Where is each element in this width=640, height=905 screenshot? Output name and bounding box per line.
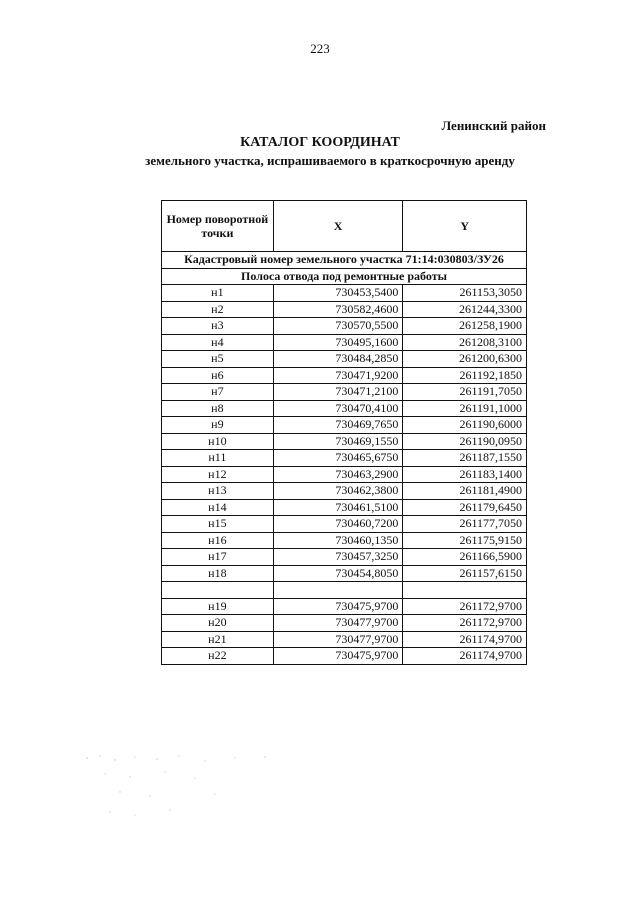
point-number: н11 [162,450,274,467]
table-row [162,384,527,401]
table-header-row [162,201,527,252]
point-number [162,582,274,599]
table-row [162,499,527,516]
coord-y: 261175,9150 [403,532,527,549]
coord-y: 261157,6150 [403,565,527,582]
point-number: н10 [162,433,274,450]
point-number: н9 [162,417,274,434]
header-x: X [273,201,403,252]
coord-x [273,582,403,599]
coord-y: 261258,1900 [403,318,527,335]
coord-x: 730457,3250 [273,549,403,566]
point-number: н15 [162,516,274,533]
point-number: н18 [162,565,274,582]
coord-x: 730495,1600 [273,334,403,351]
scan-noise [75,752,285,822]
coord-x: 730461,5100 [273,499,403,516]
table-row [162,565,527,582]
header-point-number: Номер поворотной точки [162,201,274,252]
coord-y: 261187,1550 [403,450,527,467]
coord-y: 261190,6000 [403,417,527,434]
coord-y: 261181,4900 [403,483,527,500]
page-number: 223 [310,41,330,56]
point-number: н4 [162,334,274,351]
coord-x: 730462,3800 [273,483,403,500]
table-row [162,549,527,566]
coord-x: 730471,9200 [273,367,403,384]
table-row [162,334,527,351]
cadastral-row [162,252,527,269]
table-row [162,400,527,417]
table-row [162,582,527,599]
coord-y: 261177,7050 [403,516,527,533]
cadastral-number: Кадастровый номер земельного участка 71:14:030803/ЗУ26 [162,252,527,269]
point-number: н13 [162,483,274,500]
point-number: н20 [162,615,274,632]
coord-x: 730477,9700 [273,615,403,632]
coord-x: 730469,1550 [273,433,403,450]
coord-x: 730477,9700 [273,631,403,648]
point-number: н6 [162,367,274,384]
point-number: н2 [162,301,274,318]
coord-x: 730582,4600 [273,301,403,318]
coord-x: 730475,9700 [273,598,403,615]
coord-x: 730463,2900 [273,466,403,483]
table-row [162,648,527,665]
coord-x: 730484,2850 [273,351,403,368]
coord-x: 730460,7200 [273,516,403,533]
point-number: н12 [162,466,274,483]
point-number: н21 [162,631,274,648]
point-number: н19 [162,598,274,615]
point-number: н1 [162,285,274,302]
coord-x: 730454,8050 [273,565,403,582]
coord-x: 730469,7650 [273,417,403,434]
coord-x: 730470,4100 [273,400,403,417]
coord-x: 730460,1350 [273,532,403,549]
coord-y: 261166,5900 [403,549,527,566]
coord-y: 261200,6300 [403,351,527,368]
table-row [162,367,527,384]
coord-y: 261191,1000 [403,400,527,417]
coord-y: 261174,9700 [403,631,527,648]
table-row [162,483,527,500]
point-number: н16 [162,532,274,549]
table-row [162,417,527,434]
document-subtitle: земельного участка, испрашиваемого в краткосрочную аренду [145,153,515,168]
table-row [162,318,527,335]
point-number: н8 [162,400,274,417]
table-row [162,631,527,648]
coord-x: 730471,2100 [273,384,403,401]
table-row [162,598,527,615]
table-row [162,285,527,302]
coord-y [403,582,527,599]
table-row [162,450,527,467]
coord-y: 261174,9700 [403,648,527,665]
coord-y: 261208,3100 [403,334,527,351]
coord-y: 261192,1850 [403,367,527,384]
coord-x: 730453,5400 [273,285,403,302]
coord-y: 261183,1400 [403,466,527,483]
coord-y: 261179,6450 [403,499,527,516]
coord-y: 261190,0950 [403,433,527,450]
point-number: н7 [162,384,274,401]
coord-y: 261172,9700 [403,615,527,632]
table-row [162,433,527,450]
coord-y: 261172,9700 [403,598,527,615]
document-title: КАТАЛОГ КООРДИНАТ [240,135,400,150]
table-row [162,615,527,632]
point-number: н17 [162,549,274,566]
section-title: Полоса отвода под ремонтные работы [162,268,527,285]
table-row [162,301,527,318]
header-y: Y [403,201,527,252]
point-number: н14 [162,499,274,516]
coord-y: 261153,3050 [403,285,527,302]
point-number: н5 [162,351,274,368]
coordinates-table [161,200,527,665]
coord-y: 261244,3300 [403,301,527,318]
coord-y: 261191,7050 [403,384,527,401]
coord-x: 730475,9700 [273,648,403,665]
section-row [162,268,527,285]
table-row [162,466,527,483]
table-row [162,516,527,533]
point-number: н22 [162,648,274,665]
table-row [162,351,527,368]
district-label: Ленинский район [441,118,546,133]
coord-x: 730570,5500 [273,318,403,335]
table-row [162,532,527,549]
point-number: н3 [162,318,274,335]
coord-x: 730465,6750 [273,450,403,467]
